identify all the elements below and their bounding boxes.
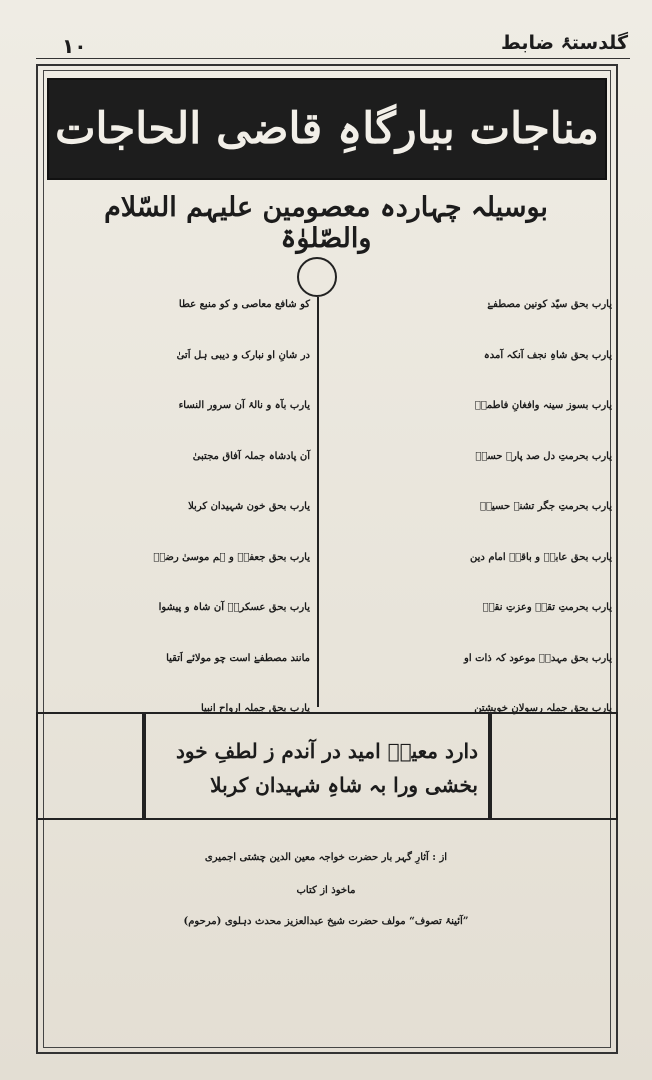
ornament-circle	[297, 257, 337, 297]
verse-right: یارب بحق شاہِ نجف آنکہ آمدہ	[483, 349, 612, 361]
verse-right: یارب بحرمتِ تقیؑ وعزتِ نقیؑ	[482, 602, 612, 613]
verse-right: یارب بحق سیّد کونین مصطفےٰ	[487, 299, 612, 310]
couplet-line: بخشی ورا بہ شاہِ شہیدان کربلا	[210, 773, 478, 797]
final-couplet-row	[36, 712, 618, 820]
verse-right: یارب بحرمتِ جگر تشنۂ حسینؑ	[480, 501, 612, 512]
verse-right: یارب بحرمتِ دل صد پارۂ حسنؑ	[475, 450, 612, 462]
verse-right: یارب بحق جملہ رسولانِ خویشتن	[474, 703, 612, 714]
ornament-box-right	[490, 712, 618, 820]
credit-author: از : آثارِ گہر بار حضرت خواجہ معین الدین چشتی اجمیری	[204, 852, 448, 863]
verse-left: کو شافع معاصی و کو منبع عطا	[178, 299, 310, 310]
verse-left: یارب بحق جملہ ارواح انبیا	[200, 703, 310, 714]
verse-right: یارب بحق عابدؑ و باقرؑ امام دین	[469, 551, 612, 563]
verses-right-column	[326, 292, 612, 722]
verse-right: یارب بسوز سینہ وافغانِ فاطمہؑ	[474, 400, 612, 411]
poem-subtitle: بوسیلہ چہاردہ معصومین علیہم السّلام والصّلوٰۃ	[104, 192, 548, 254]
running-title: گلدستۂ ضابط	[501, 32, 628, 54]
couplet-line: دارد معینؔ امید در آندم ز لطفِ خود	[175, 739, 478, 763]
verse-left: یارب بحق خون شہیدان کربلا	[188, 501, 310, 512]
verse-left: مانند مصطفےٰ است چو مولائے اَتقیا	[166, 652, 310, 664]
verses-left-column	[40, 292, 310, 722]
column-divider	[317, 297, 319, 707]
verse-left: یارب بحق جعفرؑ و ہم موسیٰ رضاؑ	[153, 551, 310, 563]
credits-block	[40, 840, 612, 1040]
final-couplet-box	[144, 712, 490, 820]
header-rule	[36, 58, 630, 59]
page-number: ۱۰	[62, 34, 87, 58]
verse-right: یارب بحق مہدیؑ موعود کہ ذات او	[464, 652, 612, 664]
verse-left: یارب بآہ و نالۂ آن سرور النساء	[178, 400, 310, 411]
verse-left: یارب بحق عسکریؑ آن شاہ و پیشوا	[158, 602, 310, 613]
credit-source-book: ”آئینۂ تصوف“ مولف حضرت شیخ عبدالعزیز محدث دہلوی (مرحوم)	[183, 916, 469, 927]
verse-left: آن پادشاہ جملہ آفاق مجتبیٰ	[192, 450, 310, 462]
title-banner	[47, 78, 607, 180]
credit-source-label: ماخوذ از کتاب	[296, 885, 356, 896]
poem-title: مناجات ببارگاہِ قاضی الحاجات	[55, 104, 599, 154]
ornament-box-left	[36, 712, 144, 820]
verse-left: در شانِ او نبارک و دیبی ہل اَتیٰ	[176, 349, 310, 361]
